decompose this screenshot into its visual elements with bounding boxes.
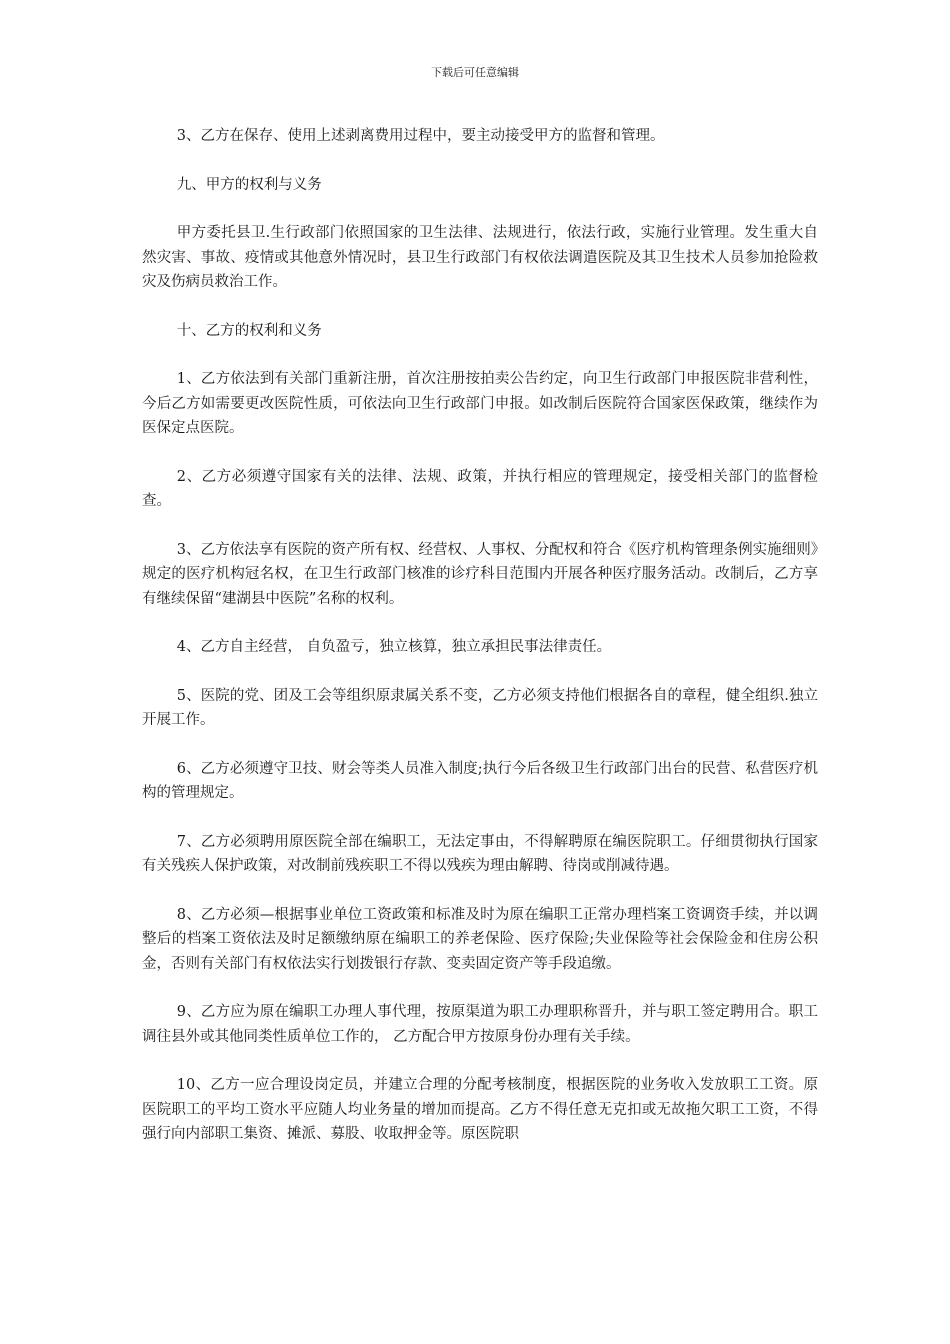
paragraph-party-a-rights: 甲方委托县卫.生行政部门依照国家的卫生法律、法规进行，依法行政，实施行业管理。发生重大自然灾害、事故、疫情或其他意外情况时，县卫生行政部门有权依法调遣医院及其卫生技术人员参加抢险救灾及伤病员救治工作。 bbox=[142, 225, 818, 290]
document-body bbox=[142, 124, 818, 1147]
paragraph-clause-8-3: 3、乙方在保存、使用上述剥离费用过程中，要主动接受甲方的监督和管理。 bbox=[176, 128, 665, 144]
paragraph-clause-10-4: 4、乙方自主经营， 自负盈亏，独立核算，独立承担民事法律责任。 bbox=[176, 639, 612, 655]
paragraph-clause-10-10: 10、乙方一应合理设岗定员，并建立合理的分配考核制度，根据医院的业务收入发放职工工资。原医院职工的平均工资水平应随人均业务量的增加而提高。乙方不得任意无克扣或无故拖欠职工工资，不得强行向内部职工集资、摊派、募股、收取押金等。原医院职 bbox=[142, 1077, 818, 1142]
paragraph-clause-10-6: 6、乙方必须遵守卫技、财会等类人员准入制度;执行今后各级卫生行政部门出台的民营、私营医疗机构的管理规定。 bbox=[142, 760, 818, 801]
paragraph-clause-10-1: 1、乙方依法到有关部门重新注册，首次注册按拍卖公告约定，向卫生行政部门申报医院非营利性，今后乙方如需要更改医院性质，可依法向卫生行政部门申报。如改制后医院符合国家医保政策，继续作为医保定点医院。 bbox=[142, 371, 818, 436]
section-heading-10: 十、乙方的权利和义务 bbox=[176, 322, 322, 339]
page-header: 下载后可任意编辑 bbox=[431, 66, 519, 79]
section-heading-9: 九、甲方的权利与义务 bbox=[176, 176, 322, 193]
paragraph-clause-10-2: 2、乙方必须遵守国家有关的法律、法规、政策，并执行相应的管理规定，接受相关部门的监督检查。 bbox=[142, 468, 818, 509]
paragraph-clause-10-7: 7、乙方必须聘用原医院全部在编职工，无法定事由，不得解聘原在编医院职工。仔细贯彻执行国家有关残疾人保护政策，对改制前残疾职工不得以残疾为理由解聘、待岗或削减待遇。 bbox=[142, 833, 818, 874]
paragraph-clause-10-9: 9、乙方应为原在编职工办理人事代理，按原渠道为职工办理职称晋升，并与职工签定聘用合。职工调往县外或其他同类性质单位工作的， 乙方配合甲方按原身份办理有关手续。 bbox=[142, 1004, 818, 1045]
paragraph-clause-10-5: 5、医院的党、团及工会等组织原隶属关系不变，乙方必须支持他们根据各自的章程，健全组织.独立开展工作。 bbox=[142, 687, 818, 728]
paragraph-clause-10-3: 3、乙方依法享有医院的资产所有权、经营权、人事权、分配权和符合《医疗机构管理条例实施细则》规定的医疗机构冠名权，在卫生行政部门核准的诊疗科目范围内开展各种医疗服务活动。改制后，乙方享有继续保留“建湖县中医院”名称的权利。 bbox=[142, 541, 818, 607]
paragraph-clause-10-8: 8、乙方必须—根据事业单位工资政策和标准及时为原在编职工正常办理档案工资调资手续，并以调整后的档案工资依法及时足额缴纳原在编职工的养老保险、医疗保险;失业保险等社会保险金和住房公积金，否则有关部门有权依法实行划拨银行存款、变卖固定资产等手段追缴。 bbox=[142, 906, 818, 972]
